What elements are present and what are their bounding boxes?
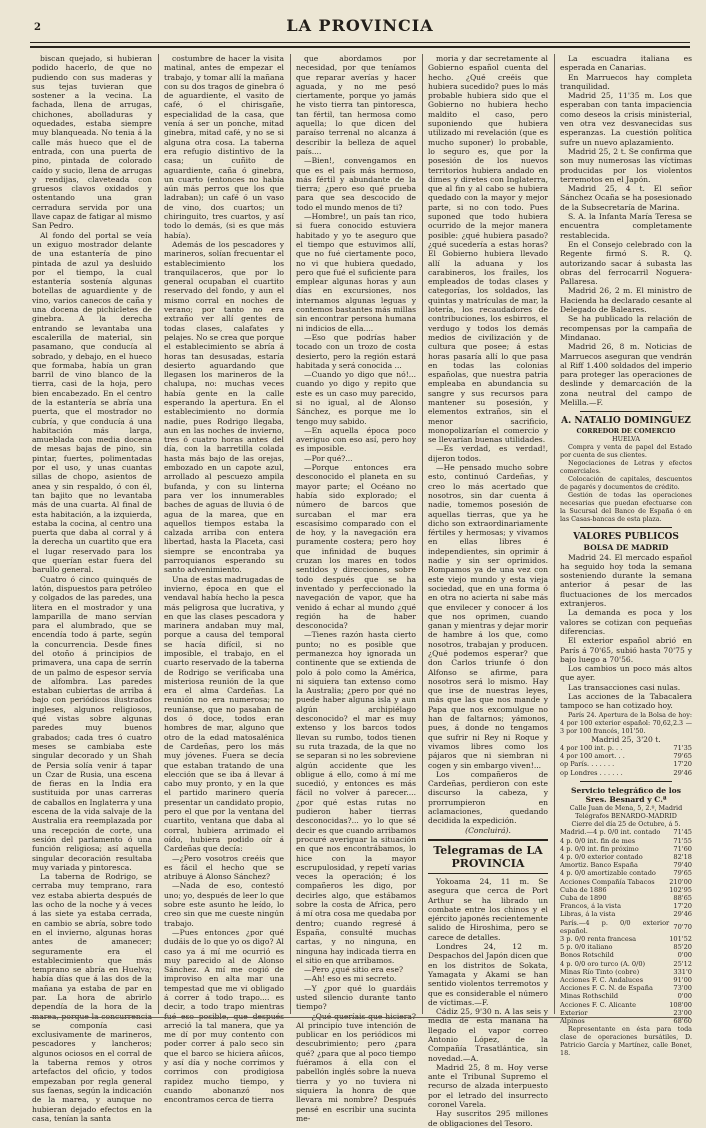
quote-label: Exterior xyxy=(560,1008,588,1017)
quote-row xyxy=(560,1001,692,1009)
quote-row xyxy=(560,760,692,768)
quote-row xyxy=(560,1017,692,1025)
page-number: 2 xyxy=(34,22,41,33)
quote-label: Madrid.—4 p. 0/0 int. contado xyxy=(560,828,661,837)
quote-value: 210'00 xyxy=(669,877,692,886)
article-paragraph: —Pero ¿qué sitio era ese? xyxy=(304,965,404,975)
masthead xyxy=(30,6,690,48)
article-paragraph: Además de los pescadores y marineros, solían frecuentar el establecimiento los tranquilaceros, que por lo general ocupaban el cuartito reservado del fondo, y aun el mismo corral en noches de verano; por tanto no era extraño ver allí gentes de todas clases, calafates y pelajes. No se crea que porque el establecimiento se abría á horas tan desusadas, estaría desierto aguardando que llegasen los marineros de la chalupa, no: muchas veces había gente en la calle esperando la apertura. En el establecimiento no dormía nadie, pues Rodrigo llegaba, aun en las noches de invierno, tres ó cuatro horas antes del día, con la barretilla colada hasta más bajo de las orejas, embozado en un capote azul, arrollado al pescuezo ampila bufanda, y con su linterna para ver los innumerables baches de aguas de lluvia ó de agua de la marea, que en aquellos tiempos estaba la calzada arriba con entera libertad, hasta la Placeta, casi siempre se encontraba ya parroquianos esperando su santo advenimiento. xyxy=(164,239,284,575)
article-paragraph: —He pensado mucho sobre esto, continuó Cardeñas, y creo lo más acertado que nosotros, sin dar cuenta á nadie, tomemos posesión de aquellas tierras, que ya he dicho son extraordinariamente fértiles y hermosas; y vivamos en ellas libres é independientes, sin oprimir á nadie y sin ser oprimidos. Rompamos ya de una vez con este viejo mundo y esta vieja sociedad, que en una forma ó en otra no acierta ni sabe más que envilecer y conocer á los que nos oprimen, cuando ganan y mientras y dejar morir de hambre á los que, como nosotros, trabajan y producen. ¿Qué podemos esperar? que don Carlos triunfe ó don Alfonso se afirme, para nosotros será lo mismo. Hay que irse de nuestras leyes, más que las que nos mande y Papa que nos excomulgue no han de faltarnos; yámonos, pues, á donde no tengamos que sufrir ni Rey ni Roque y vivamos libres como los pájaros que ni siembran ni cogen y sin embargo viven!... xyxy=(428,463,548,770)
advert-text: Gestión de todas las operaciones necesarias que puedan efectuarse con la Sucursal del Banco de España ó en las Casas-bancas de esta plaza. xyxy=(560,491,692,524)
advert-city: HUELVA xyxy=(612,435,640,444)
article-paragraph: —¿Pero vosotros creéis que es fácil el hecho que se atribuye á Alonso Sánchez? xyxy=(164,853,284,882)
market-item: Las acciones de la Tabacalera tampoco se han cotizado hoy. xyxy=(560,692,692,711)
advert-text: Compra y venta de papel del Estado por cuenta de sus clientes. xyxy=(560,443,692,460)
bolsa-heading: BOLSA DE MADRID xyxy=(583,543,669,553)
masthead-rule xyxy=(30,42,690,43)
quote-row xyxy=(560,992,692,1000)
article-paragraph: —Nada de eso, contestó uno; yo, después de leer lo que sobre este asunto he leído, lo creo sin que me cueste ningún trabajo. xyxy=(164,881,284,928)
article-paragraph: —Bien!, convengamos en que es el país más hermoso, más fértil y abundante de la tierra; ¿pero eso qué prueba para que sea descocido de todo el mundo menos de ti? xyxy=(296,156,416,212)
article-paragraph: —Tienes razón hasta cierto punto; no es posible que permanezca hoy ignorada un continente que se extienda de polo á polo como la América, ni siquiera tan extenso como la Australia; ¿pero por qué no puede haber alguna isla y aun algún archipiélago desconocido? el mar es muy extenso y los barcos todos llevan su rumbo, todos tienen su ruta trazada, de la que no se separan si no les sobreviene algún accidente que les obligue á ello, como á mí me sucedió, y entonces es más fácil no volver á parecer.... ¿por qué estas rutas no pudieron haber tierras desconocidas?... yo lo que sé decir es que cuando arribamos procuré averiguar la situación en que nos encontrábamos, lo hice con la mayor escrupulosidad, y repetí varias veces la operación; é los compañeros les digo, por decirles algo, que estábamos sobre la costa de Africa, pero á mí otra cosa me quedaba por dentro; cuando regresé á España, consulté muchas cartas, y no ninguna, en ninguna hay indicada tierra en el sitio en que arribamos. xyxy=(296,630,416,965)
article-paragraph: —Ah! eso es mi secreto. xyxy=(304,974,397,984)
quote-row xyxy=(560,837,692,845)
quote-value: 79'40 xyxy=(673,861,692,870)
quote-row xyxy=(560,919,692,935)
article-paragraph: —Y ¿por qué lo guardáis usted silencio durante tanto tiempo? xyxy=(296,983,416,1012)
quote-value: 0'00 xyxy=(677,992,692,1001)
quote-row xyxy=(560,960,692,968)
quote-value: 79'65 xyxy=(673,752,692,761)
quote-label: Acciones F. C. N. de España xyxy=(560,984,653,993)
market-item: El exterior español abrió en París á 70'65, subió hasta 70'75 y bajo luego a 70'56. xyxy=(560,636,692,664)
telegram-item: Madrid 25, 11'35 m. Los que esperaban con tanta impaciencia como deseos la crisis ministerial, ven otra vez desvanecidas sus esperanzas. La cuestión política sufre un nuevo aplazamiento. xyxy=(560,91,692,147)
article-paragraph: —Porque entonces era desconocido el planeta en su mayor parte; el Océano no había sido explorado; el número de barcos que surcaban el mar era escasísimo comparado con el de hoy, y la navegación era puramente costera; pero hoy que infinidad de buques cruzan los mares en todos sentidos y direcciones, sobre todo después que se ha inventado y perfeccionado la navegación de vapor, que ha venido á echar al mundo ¿qué región ha de haber desconocida? xyxy=(296,463,416,631)
quote-value: 25'12 xyxy=(673,959,692,968)
quote-value: 17'20 xyxy=(673,902,692,911)
section-rule xyxy=(580,411,672,412)
telegram-item: Yokoama 24, 11 m. Se asegura que cerca de Port Arthur se ha librado un combate entre los chinos y el ejército japonés recientemente salido de Hiroshima, pero se carece de detalles. xyxy=(428,876,548,942)
telegrams-heading: Telegramas de LA PROVINCIA xyxy=(428,839,548,874)
market-item: Los cambios un poco más altos que ayer. xyxy=(560,664,692,683)
quote-value: 71'35 xyxy=(673,743,692,752)
quote-row xyxy=(560,861,692,869)
quote-row xyxy=(560,869,692,877)
quote-value: 73'00 xyxy=(673,984,692,993)
market-item: La demanda es poca y los valores se cotizan con pequeñas diferencias. xyxy=(560,608,692,636)
column-5 xyxy=(560,54,692,1058)
column-1 xyxy=(32,54,152,1123)
advert-text: Negociaciones de Letras y efectos comerciales. xyxy=(560,459,692,476)
quote-value: 71'55 xyxy=(673,836,692,845)
market-item: París 24. Apertura de la Bolsa de hoy: 4 por 100 exterior español: 70,62,2.3 — 3 por 100 francés, 101'50. xyxy=(560,710,692,735)
to-be-continued: (Concluirá). xyxy=(465,825,511,835)
telegram-item: En el Consejo celebrado con la Regente firmó S. R. Q. autorizando sacar á subasta las obras del ferrocarril Noguera-Pallaresa. xyxy=(560,239,692,287)
closing-date: Cierre del día 25 de Octubre, á 5. xyxy=(571,820,681,829)
quote-row xyxy=(560,984,692,992)
quote-row xyxy=(560,943,692,951)
telegram-item: Se ha publicado la relación de recompensas por la campaña de Mindanao. xyxy=(560,314,692,342)
newspaper-title: LA PROVINCIA xyxy=(286,16,434,35)
quotes-date: Madrid 25, 3'20 t. xyxy=(591,734,661,744)
section-rule xyxy=(580,781,672,782)
quote-row xyxy=(560,894,692,902)
quote-value: 88'65 xyxy=(673,893,692,902)
article-paragraph: —En aquella época poco averiguo con eso así, pero hoy es imposible. xyxy=(296,425,416,454)
article-paragraph: —Eso que podrías haber tocado con un trozo de costa desierto, pero la región estará habitada y será conocida ... xyxy=(296,332,416,370)
column-2 xyxy=(164,54,284,1105)
quote-value: 70'70 xyxy=(673,922,692,931)
quote-label: Minas Río Tinto (cobre) xyxy=(560,967,640,976)
quote-row xyxy=(560,968,692,976)
article-paragraph: Al fondo del portal se veía un exiguo mostrador delante de una estantería de pino pintada de azul ya desluido por el tiempo, la cual estantería sostenía algunas botellas de aguardiente y de vino, varios canecos de caña y una docena de pichicletes de ginebra. A la derecha entrando se levantaba una escalerilla de material, sin pasamano, que conducía al sobrado, y debajo, en el hueco que formaba, había un gran barril de vino blanco de la tierra, casi de la hoja, pero bien encabezado. En el centro de la estantería se abría una puerta, que el mostrador no cubría, y que conducía á una habitación más larga, amueblada con media docena de mesas bajas de pino, sin pintar, fuertes, polimentadas por el uso, y unas cuantas sillas de chopo, asientos de anea y sin respaldo, ó con él, tan bajito que no levantaba más de una cuarta. Al final de esta habitación, a la izquierda, estaba la cocina, al centro una puerta que daba al corral y á la derecha un cuartito que era el lugar reservado para los que querían estar fuera del barullo general. xyxy=(32,230,152,575)
section-rule xyxy=(580,527,672,528)
quote-row xyxy=(560,769,692,777)
column-3 xyxy=(296,54,416,1123)
quote-label: 4 p. 0/0 amortizable contado xyxy=(560,869,656,878)
quote-value: 71'45 xyxy=(673,828,692,837)
quote-row xyxy=(560,878,692,886)
quote-row xyxy=(560,935,692,943)
article-paragraph: —¿Qué queríais que hiciera? Al principio tuve intención de publicar en los periódicos mi descubrimiento; pero ¿para qué? ¿para que al poco tiempo fuéramos á ella con el pabellón inglés sobre la nueva tierra y yo no tuviera ni siquiera la honra de que llevara mi nombre? Después pensé en escribir una sucinta me- xyxy=(296,1011,416,1123)
quote-label: 4 por 100 int. p. . . xyxy=(560,743,623,752)
telegram-item: Madrid 26, 2 m. El ministro de Hacienda ha declarado cesante al Delegado de Baleares. xyxy=(560,286,692,315)
quote-row xyxy=(560,976,692,984)
quote-row xyxy=(560,744,692,752)
quote-value: 101'52 xyxy=(669,934,692,943)
telegram-item: Madrid 25, 8 m. Hoy verse ante el Tribunal Supremo el recurso de alzada interpuesto por el letrado del insurrecto coronel Varela. xyxy=(428,1062,548,1110)
article-paragraph: —Pues entonces ¿por qué dudáis de lo que yo os digo? Al caso ya á mí me ocurrió es muy parecido al de Alonso Sánchez. A mí me cogió de improviso en alta mar una tempestad que me vi obligado á correr á todo trapo.... es decir, a todo trapo mientras fué eso posible, que después arreció la tal manera, que ya me dí por muy contento con poder correr á palo seco sin que el barco se hiciera añicos, y así día y noche corrimos y corrimos con prodigiosa rapidez mucho tiempo, y cuando abonanzó nos encontramos cerca de tierra xyxy=(164,927,284,1105)
telegram-item: S. A. la Infanta María Teresa se encuentra completamente restablecida. xyxy=(560,212,692,240)
article-paragraph: costumbre de hacer la visita matinal, antes de empezar el trabajo, y tomar allí la mañana con su dos tragos de ginebra ó de aguardiente, el vasito de café, ó el chirisgañe, especialidad de la casa, que venía á ser un ponche, mitad ginebra, mitad café, y no se si alguna otra cosa. La taberna era refugio distintivo de la casa; un cuñito de aguardiente, caña ó ginebra, un cuarto (entonces no había aún más perros que los que ladraban); un café ó un vaso de vino, dos cuartos; un chiringuito, tres cuartos, y así todo lo demás, (si es que más había). xyxy=(164,54,284,240)
quote-row xyxy=(560,828,692,836)
article-paragraph: —Es verdad, es verdad!, dijeron todos. xyxy=(428,444,548,463)
article-paragraph: —Cuando yo digo que nó!... cuando yo digo y repito que este es un caso muy parecido, si no igual, al de Alonso Sánchez, es porque me lo tengo muy sabido. xyxy=(296,370,416,426)
quote-value: 29'46 xyxy=(673,910,692,919)
quote-label: 4 p. 0/0 int. fin de mes xyxy=(560,836,636,845)
telegram-item: Cádiz 25, 9'30 n. A las seis y media de esta mañana ha llegado el vapor correo Antonio López, de la Compañía Trasatlántica, sin novedad.—A. xyxy=(428,1007,548,1063)
advert-text: Colocación de capitales, descuentos de pagarés y documentos de crédito. xyxy=(560,475,692,492)
quote-label: Acciones F. C. Alicante xyxy=(560,1000,636,1009)
quote-label: Francos, á la vista xyxy=(560,902,622,911)
quote-label: 4 por 100 amort. . . xyxy=(560,752,625,761)
article-paragraph: Los compañeros de Cardeñas, perdieron con este discurso la cabeza, y prorrumpieron en aclamaciones, quedando decidida la expedición. xyxy=(428,769,548,826)
article-paragraph: Cuatro ó cinco quinqués de latón, dispuestos para petróleo y colgados de las paredes, una litera en el mostrador y una lamparilla de mano servían para el alumbrado, que se encendía todo á parte, según la concurrencia. Desde fines del otoño á principios de primavera, una capa de serrín de un palmo de espesor servía de alfombra. Las paredes estaban cubiertas de arriba á bajo con periódicos ilustrados ingleses, algunos religiosos, qué vistas sobre algunas paredes muy buenos grabados; cada tres ó cuatro meses se cambiaba este singular decorado y un Shah de Persia solía venir á tapar un Czar de Rusia, una escena de fieras en la India era sustituida por unas carreras de caballos en Inglaterra y una escena de la vida salvaje de la Australia era reemplazada por una recepción de corte, una sesión del parlamento ó una función religiosa; así aquella singular decoración resultaba muy variada y pintoresca. xyxy=(32,574,152,872)
quote-value: 17'20 xyxy=(673,760,692,769)
quote-label: 4 p. 0/0 oro turco (A. 0/0) xyxy=(560,959,646,968)
quote-value: 29'46 xyxy=(673,768,692,777)
article-paragraph: La taberna de Rodrigo, se cerraba muy temprano, rara vez estaba abierta después de las ocho de la noche y á veces á las siete ya estaba cerrada, en cambio se abría, sobre todo en el invierno, algunas horas antes de amanecer; seguramente era el establecimiento que más temprano se abría en Huelva; había días que á las dos de la mañana ya estaba de par en par. La hora de abrirlo dependía de la hora de la marea, porque la concurrencia se componía casi exclusivamente de marineros, pescadores y lancheros; algunos ociosos en el corral de la taberna remos y otros artefactos del oficio, y todos empezaban por regla general sus faenas, según la indicación de la marea, y aunque no hubieran dejado efectos en la casa, tenían la santa xyxy=(32,872,152,1123)
quote-value: 331'0 xyxy=(673,967,692,976)
quote-label: Minas Rothschild xyxy=(560,992,619,1001)
quote-value: 71'60 xyxy=(673,844,692,853)
column-divider xyxy=(422,54,423,1014)
quote-row xyxy=(560,951,692,959)
quotes-table xyxy=(560,828,692,1025)
service-telegraph: Telégrafos BENARDO-MADRID xyxy=(575,812,677,821)
quote-row xyxy=(560,845,692,853)
quote-label: Bonos Rotschild xyxy=(560,951,614,960)
advert-role: CORREDOR DE COMERCIO xyxy=(576,427,676,436)
telegram-item: Londres 24, 12 m. Despachos del Japón dicen que en los distritos de Sokata, Yamagata y Akami se han sentido violentos terremotos y que es considerable el número de víctimas.—F. xyxy=(428,942,548,1007)
quote-label: op París. . . . . . . xyxy=(560,760,615,769)
quote-label: París.—4 p. 0/0 exterior español. xyxy=(560,918,670,935)
quote-label: Cuba de 1886 xyxy=(560,885,607,894)
column-divider xyxy=(158,54,159,1014)
bottom-rule xyxy=(30,1017,690,1018)
telegram-item: Madrid 25, 2 t. Se confirma que son muy numerosas las víctimas producidas por los violentos terremotos en el Japón. xyxy=(560,146,692,184)
telegram-item: En Marruecos hay completa tranquilidad. xyxy=(560,72,692,91)
quote-value: 85'20 xyxy=(673,943,692,952)
telegram-item: Madrid 25, 4 t. El señor Sánchez Ocaña se ha posesionado de la Subsecretaría de Marina. xyxy=(560,184,692,212)
quote-value: 68'60 xyxy=(673,1017,692,1025)
quote-label: Acciones F. C. Andaluces xyxy=(560,975,644,984)
quote-label: Acciones Compañía Tabacos xyxy=(560,877,655,886)
column-4 xyxy=(428,54,548,1128)
quote-value: 102'95 xyxy=(669,885,692,894)
quote-label: 3 p. 0/0 renta francesa xyxy=(560,934,637,943)
article-paragraph: Una de estas madrugadas de invierno, época en que el vendaval había hecho la pesca más peligrosa que lucrativa, y en que las clases pescadora y marinera andaban muy mal, porque a causa del temporal se hacía difícil, si no imposible, el trabajo, en el cuarto reservado de la taberna de Rodrigo se verificaba una misteriosa reunión de la que era el alma Cardeñas. La reunión no era numerosa; no reuníanse, que no pasaban de dos ó doce, todos eran hombres de mar, alguno que otro de la edad matosalénica de Cardeñas, pero los más muy jóvenes. Fuera se decía que estaban tratando de una elección que se iba á llevar á cabo muy pronto, y en la que el partido marinero quería presentar un candidato propio, pero el que por la ventana del cuartito, ventana que daba al corral, hubiera arrimado el oído, hubiera podido oír á Cardeñas que decía: xyxy=(164,574,284,854)
quote-row xyxy=(560,886,692,894)
quote-label: Amortiz. Banco España xyxy=(560,861,638,870)
market-item: Madrid 24. El mercado español ha seguido hoy toda la semana sosteniendo durante la semana anterior á pesar de las fluctuaciones de los mercados extranjeros. xyxy=(560,552,692,609)
article-paragraph: —Por qué?... xyxy=(304,453,353,463)
quotes-table xyxy=(560,744,692,777)
service-address: Calle Juan de Mena, 5, 2.º, Madrid xyxy=(569,804,683,813)
quote-row xyxy=(560,1009,692,1017)
telegram-item: Hay suscritos 295 millones de obligaciones del Tesoro. xyxy=(428,1109,548,1128)
representative-note: Representante en ésta para toda clase de operaciones bursátiles, D. Patricio García y Martínez, calle Bonet, 18. xyxy=(560,1025,692,1058)
market-item: Las transacciones casi nulas. xyxy=(568,682,681,692)
service-heading: Servicio telegráfico de los Sres. Besnard y C.ª xyxy=(571,785,681,805)
advert-name: A. NATALIO DOMINGUEZ xyxy=(561,416,691,427)
telegram-item: La escuadra italiana es esperada en Canarias. xyxy=(560,54,692,73)
quote-label: 4 p. 0/0 exterior contado xyxy=(560,852,643,861)
quote-label: Alpinos xyxy=(560,1017,585,1025)
quote-value: 108'00 xyxy=(669,1000,692,1009)
article-paragraph: que abordamos por necesidad, por que teníamos que reparar averías y hacer aguada, y no me pesó ciertamente, porque yo jamás he visto tierra tan pintoresca, tan fértil, tan hermosa como aquella; lo que dicen del paraíso terrenal no alcanza á describir la belleza de aquel país.... xyxy=(296,54,416,156)
quote-value: 23'00 xyxy=(673,1008,692,1017)
quote-label: Libras, á la vista xyxy=(560,910,616,919)
values-heading: VALORES PUBLICOS xyxy=(573,532,679,543)
column-divider xyxy=(554,54,555,1014)
column-divider xyxy=(290,54,291,1014)
article-paragraph: moria y dar secretamente al Gobierno español cuenta del hecho. ¿Qué creéis que hubiera sucedido? pues lo más probable hubiera sido que el Gobierno no hubiera hecho maldito el caso, pero suponiendo que hubiera utilizado mi revelación (que es mucho suponer) lo probable, lo seguro es, que por la posesión de los nuevos territorios hubiera andado en dimes y diretes con Inglaterra, que al fin y al cabo se hubiera quedado con la mayor y mejor parte, si no con todo. Pues suponed que todo hubiera ocurrido de la mejor manera posible: ¿qué hubiera pasado? ¿qué sucedería a estas horas? El Gobierno hubiera llevado allí la aduana y los carabineros, los frailes, los empleados de todas clases y categorías, los soldados, las quintas y matrículas de mar, la lotería, los recaudadores de contribuciones, los esbirros, el verdugo y todos los demás medios de civilización y de cultura que posee; á estas horas pasaría allí lo que pasa en todas las colonias españolas, que nuestra patria empleaba en abundancia su sangre y sus recursos para mantener su posesión, y elementos extraños, sin el menor sacrificio, monopolizarían el comercio y se llevarían buenas utilidades. xyxy=(428,54,548,445)
quote-label: Cuba de 1890 xyxy=(560,893,607,902)
quote-value: 82'18 xyxy=(673,852,692,861)
telegram-item: Madrid 26, 8 m. Noticias de Marruecos aseguran que vendrán al Riff 1.400 soldados del imperio para proteger las operaciones de deslinde y demarcación de la zona neutral del campo de Melilla.—F. xyxy=(560,342,692,407)
quote-value: 79'65 xyxy=(673,869,692,878)
quote-row xyxy=(560,853,692,861)
quote-value: 91'00 xyxy=(673,975,692,984)
quote-row xyxy=(560,910,692,918)
quote-value: 0'00 xyxy=(677,951,692,960)
quote-label: op Londres . . . . . . xyxy=(560,768,623,777)
article-paragraph: biscan quejado, si hubieran podido hacerlo, de que no pudiendo con sus maderas y sus tejas tuvieran que sostener a la vecina. La fachada, llena de arrugas, chichones, abolladuras y oquedades, estaba siempre muy blanqueada. No tenia á la calle más hueco que el de entrada, con una puerta de pino, pintada de colorado caído y sucio, llena de arrugas y rendijas, claveteada con gruesos clavos oxidados y ostentando una gran cerradura servida por una llave capaz de fatigar al mismo San Pedro. xyxy=(32,54,152,231)
quote-row xyxy=(560,752,692,760)
quote-label: 4 p. 0/0 int. fin próximo xyxy=(560,844,639,853)
article-paragraph: —Hombre!, un país tan rico, si fuera conocido estuviera habitado y yo te aseguro que el tiempo que estuvimos allí, que no fué ciertamente poco, no vi que hubiera quedado, pero que fué el suficiente para emplear algunas horas y aun días en excursiones, nos internamos algunas leguas y contemos bastantes más millas sin encontrar persona humana ni indicios de ella.... xyxy=(296,212,416,333)
quote-row xyxy=(560,902,692,910)
quote-label: 5 p. 0/0 italiano xyxy=(560,943,613,952)
